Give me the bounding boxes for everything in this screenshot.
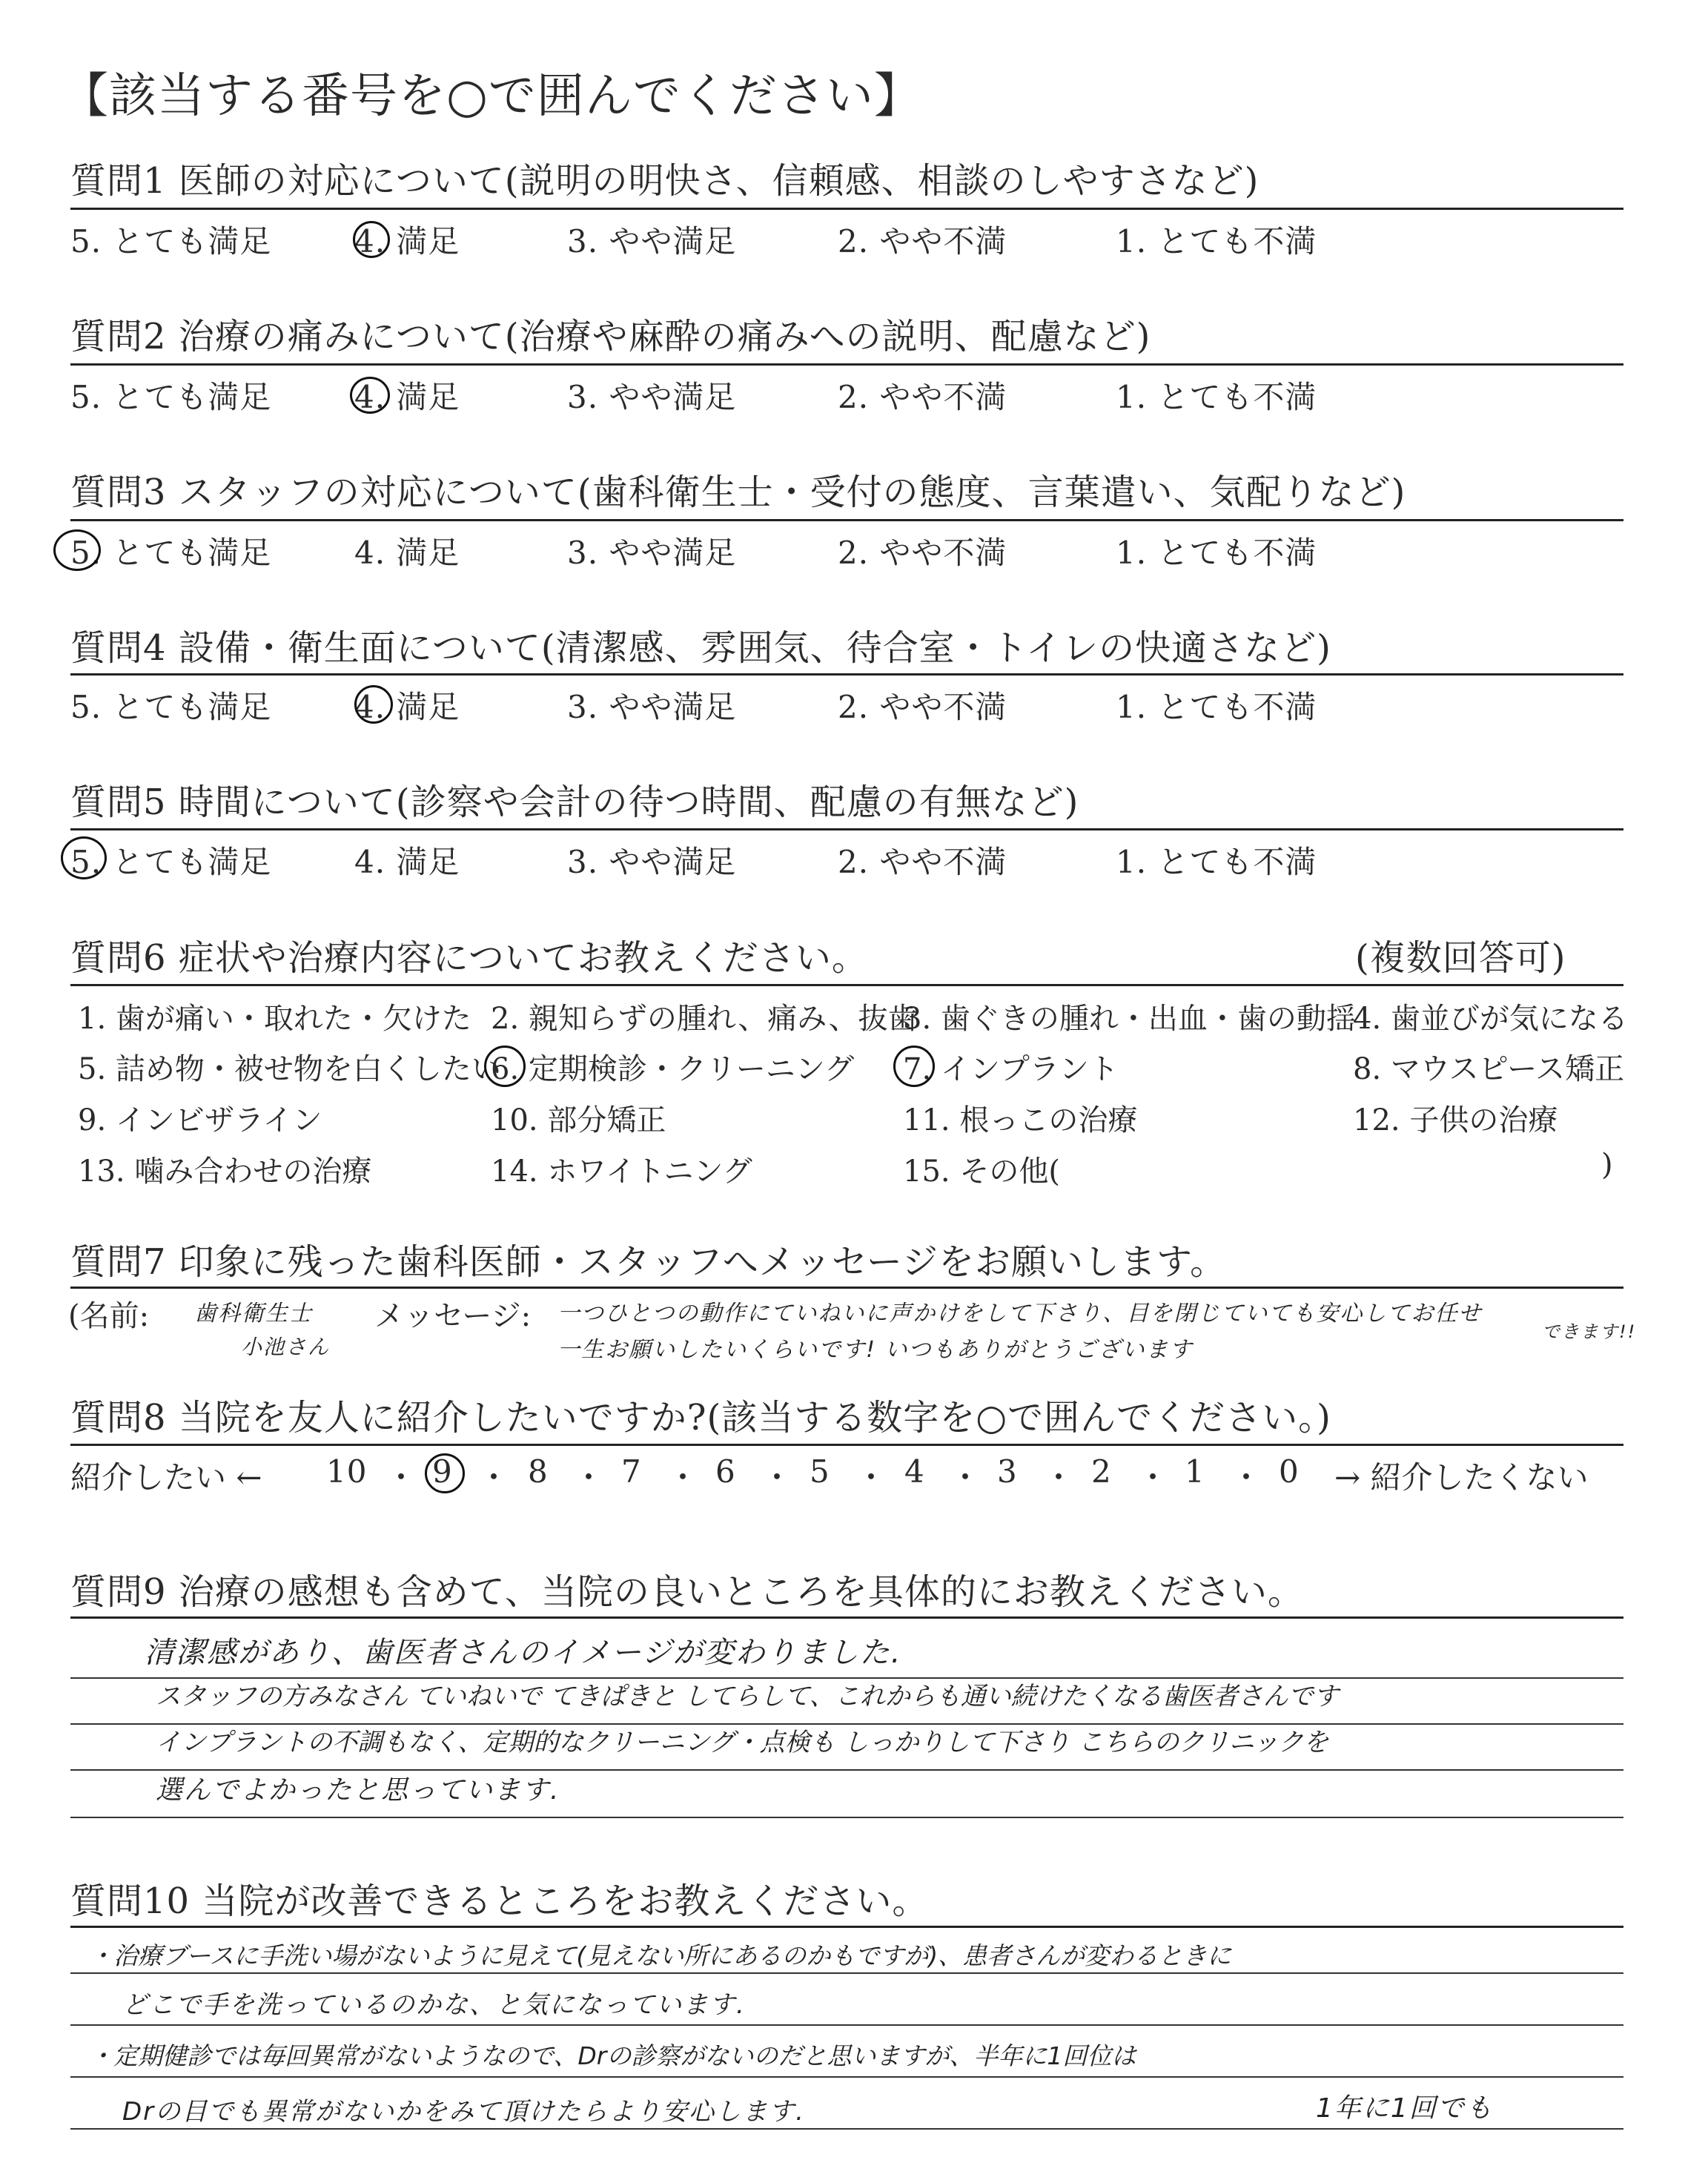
- treatment-option-6[interactable]: 6. 定期検診・クリーニング: [491, 1052, 855, 1086]
- score-separator: ・: [1231, 1459, 1263, 1496]
- score-separator: ・: [950, 1459, 982, 1496]
- question-1-title: 質問1 医師の対応について(説明の明快さ、信頼感、相談のしやすさなど): [70, 160, 1260, 202]
- score-separator: ・: [1137, 1459, 1170, 1496]
- answer-line-2: どこで手を洗っているのかな、と気になっています.: [122, 1990, 746, 2020]
- message-line-1: 一つひとつの動作にていねいに声かけをして下さり、目を閉じていても安心してお任せ: [557, 1301, 1483, 1327]
- treatment-option-7[interactable]: 7. インプラント: [903, 1052, 1119, 1086]
- score-separator: ・: [667, 1459, 700, 1496]
- answer-note: 1年に1回でも: [1316, 2093, 1494, 2124]
- rating-option-5[interactable]: 5. とても満足: [70, 535, 272, 571]
- score-8[interactable]: 8: [528, 1453, 549, 1490]
- answer-line-3: インプラントの不調もなく、定期的なクリーニング・点検も しっかりして下さり こちらのクリニックを: [156, 1728, 1329, 1757]
- answer-line-1: ・治療ブースに手洗い場がないように見えて(見えない所にあるのかもですが)、患者さんが変わるときに: [89, 1941, 1232, 1970]
- other-close-paren: ): [1601, 1148, 1613, 1182]
- question-10-title: 質問10 当院が改善できるところをお教えください。: [70, 1880, 929, 1922]
- treatment-option-15[interactable]: 15. その他(: [903, 1155, 1060, 1189]
- message-tail: できます!!: [1542, 1321, 1637, 1342]
- selection-circle: [354, 685, 393, 724]
- answer-line-4: 選んでよかったと思っています.: [156, 1775, 560, 1806]
- writing-line: [70, 1972, 1623, 1974]
- rating-option-2[interactable]: 2. やや不満: [838, 689, 1007, 725]
- selection-circle: [484, 1046, 526, 1087]
- treatment-option-9[interactable]: 9. インビザライン: [78, 1103, 322, 1137]
- selection-circle: [425, 1453, 465, 1493]
- treatment-option-5[interactable]: 5. 詰め物・被せ物を白くしたい: [78, 1052, 501, 1086]
- divider: [70, 984, 1623, 986]
- answer-line-1: 清潔感があり、歯医者さんのイメージが変わりました.: [145, 1636, 902, 1670]
- question-6-title: 質問6 症状や治療内容についてお教えください。: [70, 937, 868, 979]
- rating-option-2[interactable]: 2. やや不満: [838, 844, 1007, 880]
- divider: [70, 208, 1623, 210]
- rating-option-5[interactable]: 5. とても満足: [70, 844, 272, 880]
- treatment-option-3[interactable]: 3. 歯ぐきの腫れ・出血・歯の動揺: [903, 1002, 1356, 1036]
- rating-option-2[interactable]: 2. やや不満: [838, 223, 1007, 260]
- divider: [70, 828, 1623, 830]
- question-9-title: 質問9 治療の感想も含めて、当院の良いところを具体的にお教えください。: [70, 1571, 1304, 1613]
- rating-option-4[interactable]: 4. 満足: [354, 689, 460, 725]
- treatment-option-13[interactable]: 13. 噛み合わせの治療: [78, 1155, 372, 1189]
- selection-circle: [61, 836, 107, 879]
- score-6[interactable]: 6: [715, 1453, 736, 1490]
- selection-circle: [350, 377, 390, 414]
- form-header: 【該当する番号を○で囲んでください】: [61, 69, 922, 124]
- score-separator: ・: [761, 1459, 794, 1496]
- staff-name: 小池さん: [241, 1335, 331, 1359]
- treatment-option-14[interactable]: 14. ホワイトニング: [491, 1155, 752, 1189]
- answer-line-2: スタッフの方みなさん ていねいで てきぱきと してらして、これからも通い続けたくなる歯医者さんです: [156, 1682, 1339, 1711]
- score-0[interactable]: 0: [1279, 1453, 1300, 1490]
- rating-option-3[interactable]: 3. やや満足: [567, 689, 737, 725]
- score-10[interactable]: 10: [326, 1453, 368, 1490]
- treatment-option-2[interactable]: 2. 親知らずの腫れ、痛み、抜歯: [491, 1002, 918, 1036]
- treatment-option-4[interactable]: 4. 歯並びが気になる: [1353, 1002, 1628, 1036]
- selection-circle: [353, 221, 390, 258]
- score-separator: ・: [573, 1459, 606, 1496]
- divider: [70, 1444, 1623, 1446]
- rating-option-4[interactable]: 4. 満足: [354, 844, 460, 880]
- name-label: (名前:: [68, 1299, 150, 1333]
- message-label: メッセージ:: [374, 1299, 532, 1333]
- score-5[interactable]: 5: [810, 1453, 830, 1490]
- rating-option-3[interactable]: 3. やや満足: [567, 379, 737, 415]
- rating-option-2[interactable]: 2. やや不満: [838, 535, 1007, 571]
- rating-option-1[interactable]: 1. とても不満: [1116, 689, 1317, 725]
- divider: [70, 519, 1623, 521]
- score-separator: ・: [1043, 1459, 1076, 1496]
- selection-circle: [893, 1046, 935, 1087]
- score-2[interactable]: 2: [1091, 1453, 1112, 1490]
- question-4-title: 質問4 設備・衛生面について(清潔感、雰囲気、待合室・トイレの快適さなど): [70, 627, 1331, 669]
- rating-option-4[interactable]: 4. 満足: [354, 535, 460, 571]
- message-line-2: 一生お願いしたいくらいです! いつもありがとうございます: [557, 1337, 1194, 1363]
- score-separator: ・: [385, 1459, 418, 1496]
- answer-line-3: ・定期健診では毎回異常がないようなので、Drの診察がないのだと思いますが、半年に1回位は: [89, 2041, 1136, 2070]
- recommend-left-label: 紹介したい ←: [70, 1459, 262, 1496]
- treatment-option-10[interactable]: 10. 部分矯正: [491, 1103, 666, 1137]
- writing-line: [70, 2128, 1623, 2130]
- question-8-title: 質問8 当院を友人に紹介したいですか?(該当する数字を○で囲んでください。): [70, 1397, 1331, 1439]
- score-9[interactable]: 9: [432, 1453, 453, 1490]
- question-5-title: 質問5 時間について(診察や会計の待つ時間、配慮の有無など): [70, 782, 1079, 823]
- staff-name-role: 歯科衛生士: [194, 1301, 313, 1327]
- rating-option-5[interactable]: 5. とても満足: [70, 223, 272, 260]
- rating-option-5[interactable]: 5. とても満足: [70, 689, 272, 725]
- rating-option-1[interactable]: 1. とても不満: [1116, 535, 1317, 571]
- question-6-note: (複数回答可): [1355, 937, 1566, 979]
- divider: [70, 1616, 1623, 1619]
- treatment-option-12[interactable]: 12. 子供の治療: [1353, 1103, 1558, 1137]
- rating-option-5[interactable]: 5. とても満足: [70, 379, 272, 415]
- score-7[interactable]: 7: [621, 1453, 642, 1490]
- writing-line: [70, 2076, 1623, 2078]
- treatment-option-11[interactable]: 11. 根っこの治療: [903, 1103, 1138, 1137]
- divider: [70, 1926, 1623, 1928]
- question-3-title: 質問3 スタッフの対応について(歯科衛生士・受付の態度、言葉遣い、気配りなど): [70, 472, 1406, 513]
- rating-option-2[interactable]: 2. やや不満: [838, 379, 1007, 415]
- question-7-title: 質問7 印象に残った歯科医師・スタッフへメッセージをお願いします。: [70, 1241, 1227, 1283]
- answer-line-4: Drの目でも異常がないかをみて頂けたらより安心します.: [122, 2097, 805, 2127]
- divider: [70, 673, 1623, 676]
- divider: [70, 1287, 1623, 1289]
- treatment-option-8[interactable]: 8. マウスピース矯正: [1353, 1052, 1625, 1086]
- question-2-title: 質問2 治療の痛みについて(治療や麻酔の痛みへの説明、配慮など): [70, 316, 1151, 357]
- rating-option-1[interactable]: 1. とても不満: [1116, 379, 1317, 415]
- rating-option-4[interactable]: 4. 満足: [354, 379, 460, 415]
- treatment-option-1[interactable]: 1. 歯が痛い・取れた・欠けた: [78, 1002, 471, 1036]
- rating-option-3[interactable]: 3. やや満足: [567, 844, 737, 880]
- rating-option-1[interactable]: 1. とても不満: [1116, 223, 1317, 260]
- score-separator: ・: [478, 1459, 511, 1496]
- divider: [70, 363, 1623, 366]
- selection-circle: [53, 529, 101, 571]
- writing-line: [70, 1817, 1623, 1818]
- rating-option-3[interactable]: 3. やや満足: [567, 535, 737, 571]
- recommend-right-label: → 紹介したくない: [1334, 1459, 1589, 1496]
- rating-option-3[interactable]: 3. やや満足: [567, 223, 737, 260]
- score-3[interactable]: 3: [997, 1453, 1018, 1490]
- rating-option-4[interactable]: 4. 満足: [354, 223, 460, 260]
- score-separator: ・: [855, 1459, 888, 1496]
- rating-option-1[interactable]: 1. とても不満: [1116, 844, 1317, 880]
- writing-line: [70, 2024, 1623, 2026]
- score-4[interactable]: 4: [904, 1453, 925, 1490]
- score-1[interactable]: 1: [1185, 1453, 1205, 1490]
